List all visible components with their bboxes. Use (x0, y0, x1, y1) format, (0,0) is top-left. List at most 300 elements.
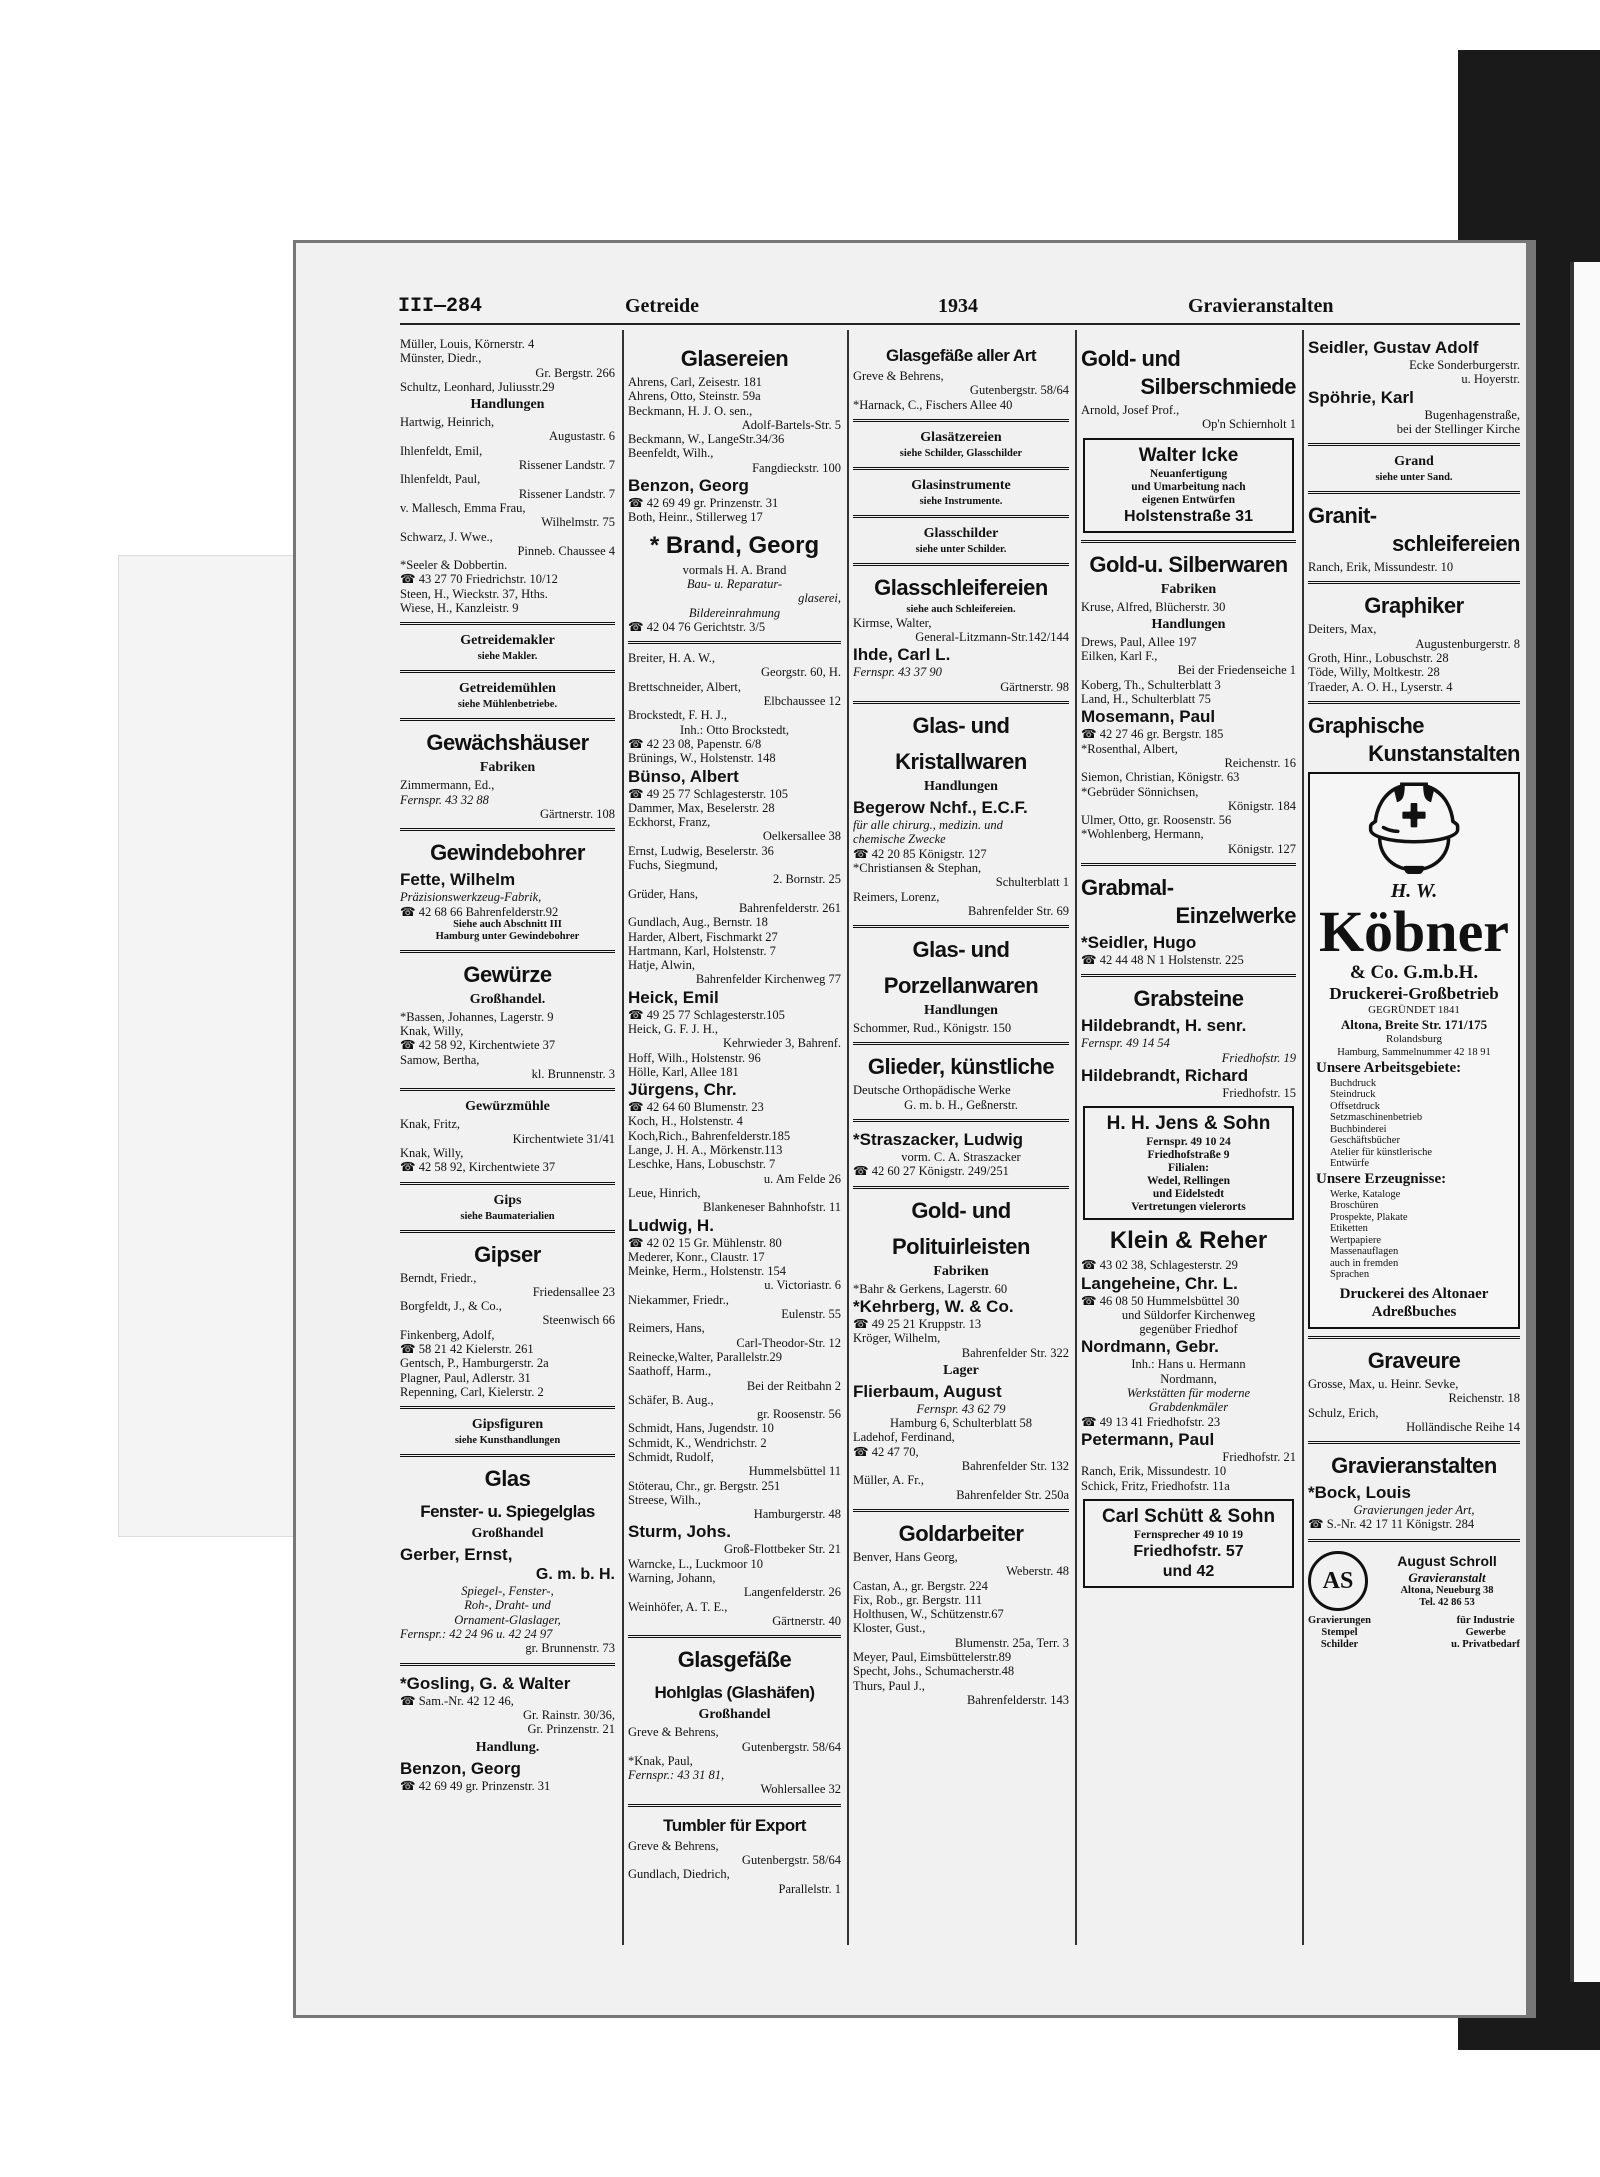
ad-list-item: Offsetdruck (1330, 1100, 1380, 1112)
directory-entry: Koch, H., Holstenstr. 4 (628, 1114, 743, 1129)
directory-entry: ☎ 49 25 77 Schlagesterstr. 105 (628, 786, 788, 801)
ad-service-item: Gravierungen (1308, 1614, 1371, 1626)
directory-entry: Siemon, Christian, Königstr. 63 (1081, 770, 1240, 785)
directory-entry: Fernspr. 43 62 79 (916, 1401, 1006, 1416)
section-divider (400, 1182, 615, 1185)
directory-entry: Inh.: Hans u. Hermann (1131, 1357, 1246, 1372)
section-divider (400, 1088, 615, 1091)
ad-list-item: Buchbinderei (1330, 1123, 1387, 1135)
directory-entry: Friedhofstr. 19 (1221, 1050, 1296, 1065)
ad-list-item: Etiketten (1330, 1223, 1368, 1235)
ad-firm-name: Köbner (1318, 898, 1510, 964)
directory-entry: Koch,Rich., Bahrenfelderstr.185 (628, 1128, 791, 1143)
directory-entry: Plagner, Paul, Adlerstr. 31 (400, 1370, 531, 1385)
directory-entry: Rissener Landstr. 7 (518, 458, 615, 473)
firm-name: *Bock, Louis (1308, 1483, 1411, 1503)
directory-entry: 2. Bornstr. 25 (772, 872, 841, 887)
directory-entry: Hoff, Wilh., Holstenstr. 96 (628, 1050, 761, 1065)
directory-entry: Bahrenfelder Str. 322 (961, 1345, 1069, 1360)
ad-service-item: u. Privatbedarf (1451, 1638, 1520, 1650)
directory-entry: Brünings, W., Holstenstr. 148 (628, 751, 776, 766)
directory-entry: Bahrenfelder Kirchenweg 77 (695, 972, 841, 987)
directory-entry: Gärtnerstr. 40 (772, 1613, 841, 1628)
section-divider (400, 718, 615, 721)
directory-entry: Hartmann, Karl, Holstenstr. 7 (628, 943, 776, 958)
directory-entry: Bahrenfelderstr. 143 (966, 1692, 1069, 1707)
subsection-heading: Gipsfiguren (471, 1417, 544, 1433)
ad-header-row (1308, 1551, 1520, 1611)
section-divider (628, 1635, 841, 1638)
directory-entry: u. Hoyerstr. (1461, 372, 1520, 387)
ad-text-line: Fernsprecher 49 10 19 (1133, 1528, 1244, 1541)
cross-reference: Siehe auch Abschnitt III (453, 918, 562, 930)
directory-entry: Kehrwieder 3, Bahrenf. (722, 1036, 841, 1051)
ad-text-line: Fernspr. 49 10 24 (1146, 1136, 1231, 1149)
section-heading: Gewürze (463, 961, 552, 987)
firm-name: Flierbaum, August (853, 1381, 1002, 1401)
section-divider (400, 1663, 615, 1666)
directory-entry: ☎ 42 64 60 Blumenstr. 23 (628, 1100, 764, 1115)
directory-entry: Hartwig, Heinrich, (400, 415, 495, 430)
ad-list-item: Prospekte, Plakate (1330, 1211, 1408, 1223)
directory-entry: ☎ Sam.-Nr. 42 12 46, (400, 1693, 514, 1708)
firm-name: *Gosling, G. & Walter (400, 1673, 571, 1693)
directory-entry: Ihlenfeldt, Emil, (400, 443, 483, 458)
directory-entry: Specht, Johs., Schumacherstr.48 (853, 1664, 1015, 1679)
directory-entry: Brockstedt, F. H. J., (628, 708, 727, 723)
directory-entry: *Bassen, Johannes, Lagerstr. 9 (400, 1009, 554, 1024)
subsection-heading: Lager (943, 1362, 979, 1378)
directory-entry: Ahrens, Otto, Steinstr. 59a (628, 389, 761, 404)
section-heading: Glasgefäße aller Art (886, 346, 1036, 365)
ad-firm-block (1374, 1553, 1520, 1609)
section-heading: Grabmal- (1081, 875, 1174, 901)
section-divider (1308, 581, 1520, 584)
directory-entry: Borgfeldt, J., & Co., (400, 1299, 502, 1314)
firm-name: *Straszacker, Ludwig (853, 1130, 1024, 1150)
subsection-heading: Handlungen (470, 397, 545, 413)
directory-entry: Weberstr. 48 (1006, 1564, 1069, 1579)
directory-entry: Reinecke,Walter, Parallelstr.29 (628, 1349, 782, 1364)
section-heading: Kristallwaren (895, 749, 1027, 775)
section-heading: Kunstanstalten (1368, 740, 1520, 766)
ad-list-item: auch in fremden (1330, 1257, 1399, 1269)
header-year: 1934 (938, 295, 978, 317)
directory-entry: Hatje, Alwin, (628, 958, 696, 973)
column-rule (847, 330, 849, 1945)
directory-entry: Leue, Hinrich, (628, 1185, 701, 1200)
directory-entry: Koberg, Th., Schulterblatt 3 (1081, 677, 1221, 692)
directory-entry: Königstr. 184 (1227, 798, 1296, 813)
directory-entry: Harder, Albert, Fischmarkt 27 (628, 929, 778, 944)
directory-entry: Brettschneider, Albert, (628, 679, 742, 694)
directory-entry: Ranch, Erik, Missundestr. 10 (1308, 560, 1454, 575)
directory-entry: u. Am Felde 26 (763, 1171, 841, 1186)
directory-entry: Roh-, Draht- und (464, 1598, 551, 1613)
directory-entry: Rissener Landstr. 7 (518, 486, 615, 501)
directory-entry: Breiter, H. A. W., (628, 651, 715, 666)
column-rule (1302, 330, 1304, 1945)
directory-entry: Friedhofstr. 15 (1222, 1085, 1296, 1100)
ad-services-left (1308, 1615, 1371, 1651)
directory-entry: kl. Brunnenstr. 3 (531, 1067, 615, 1082)
directory-entry: Georgstr. 60, H. (761, 665, 841, 680)
subsection-heading: Gewürzmühle (465, 1099, 550, 1115)
section-heading: Hohlglas (Glashäfen) (654, 1683, 815, 1703)
directory-entry: gegenüber Friedhof (1139, 1322, 1238, 1337)
cross-reference: siehe auch Schleifereien. (906, 603, 1016, 615)
directory-entry: glaserei, (798, 591, 841, 606)
directory-entry: Wiese, H., Kanzleistr. 9 (400, 601, 519, 616)
header-left-keyword: Getreide (625, 295, 700, 317)
section-divider (853, 515, 1069, 518)
directory-entry: G. m. b. H. (535, 1566, 615, 1584)
directory-entry: Gundlach, Diedrich, (628, 1867, 730, 1882)
firm-name: Fette, Wilhelm (400, 870, 516, 890)
ad-text-line: Filialen: (1168, 1162, 1209, 1175)
firm-name: Heick, Emil (628, 987, 719, 1007)
cross-reference: siehe Mühlenbetriebe. (457, 699, 558, 711)
ad-service-item: für Industrie (1456, 1614, 1515, 1626)
directory-entry: Spiegel-, Fenster-, (461, 1584, 554, 1599)
section-divider (1308, 1336, 1520, 1339)
directory-entry: Castan, A., gr. Bergstr. 224 (853, 1578, 988, 1593)
directory-entry: Kröger, Wilhelm, (853, 1331, 941, 1346)
directory-entry: Fernspr.: 42 24 96 u. 42 24 97 (400, 1627, 553, 1642)
directory-entry: Werkstätten für moderne (1126, 1386, 1251, 1401)
directory-entry: Bugenhagenstraße, (1424, 407, 1520, 422)
directory-entry: Fix, Rob., gr. Bergstr. 111 (853, 1592, 983, 1607)
ad-service-item: Stempel (1321, 1626, 1358, 1638)
directory-entry: ☎ 58 21 42 Kielerstr. 261 (400, 1341, 534, 1356)
firm-name: Petermann, Paul (1081, 1429, 1215, 1449)
advertisement-box (1083, 438, 1294, 533)
ad-firm-name: Carl Schütt & Sohn (1101, 1505, 1276, 1527)
section-divider (1308, 491, 1520, 494)
ad-services-right (1451, 1615, 1520, 1651)
directory-entry: Gr. Bergstr. 266 (535, 365, 615, 380)
directory-entry: Steen, H., Wieckstr. 37, Hths. (400, 586, 548, 601)
section-heading: Glas- und (912, 937, 1010, 963)
section-heading: Graphische (1308, 712, 1425, 738)
directory-entry: u. Victoriastr. 6 (764, 1278, 841, 1293)
section-heading: Glasschleifereien (874, 574, 1048, 600)
directory-entry: Wohlersallee 32 (760, 1782, 841, 1797)
directory-entry: Bau- u. Reparatur- (686, 576, 783, 591)
directory-entry: Drews, Paul, Allee 197 (1081, 634, 1197, 649)
directory-entry: Beckmann, W., LangeStr.34/36 (628, 432, 785, 447)
section-heading: Silberschmiede (1140, 374, 1296, 399)
directory-entry: Deiters, Max, (1308, 622, 1377, 637)
directory-entry: Lange, J. H. A., Mörkenstr.113 (628, 1143, 783, 1158)
section-divider (853, 1042, 1069, 1045)
section-heading: Goldarbeiter (898, 1520, 1024, 1546)
directory-entry: Greve & Behrens, (628, 1725, 719, 1740)
helmet-icon: ⛑ (1356, 779, 1472, 879)
directory-entry: Ecke Sonderburgerstr. (1409, 358, 1520, 372)
directory-entry: Op'n Schiernholt 1 (1202, 417, 1296, 432)
directory-entry: Müller, A. Fr., (853, 1473, 925, 1488)
firm-name: Gerber, Ernst, (400, 1545, 513, 1565)
directory-entry: *Wohlenberg, Hermann, (1081, 827, 1204, 842)
header-rule (400, 323, 1520, 325)
ad-list-item: Broschüren (1330, 1200, 1379, 1212)
page-number: III—284 (398, 295, 483, 318)
subsection-heading: Fabriken (933, 1263, 989, 1279)
directory-entry: Beckmann, H. J. O. sen., (628, 403, 753, 418)
section-divider (400, 828, 615, 831)
directory-entry: Augustastr. 6 (549, 429, 615, 444)
directory-entry: Stöterau, Chr., gr. Bergstr. 251 (628, 1478, 781, 1493)
directory-entry: *Seeler & Dobbertin. (400, 558, 508, 573)
directory-entry: Pinneb. Chaussee 4 (517, 543, 615, 558)
directory-entry: Hamburg 6, Schulterblatt 58 (889, 1416, 1033, 1431)
ad-monogram: H. W. (1390, 879, 1438, 902)
section-divider (400, 622, 615, 625)
directory-entry: Eulenstr. 55 (781, 1307, 841, 1322)
directory-entry: Grüder, Hans, (628, 886, 698, 901)
directory-entry: Leschke, Hans, Lobuschstr. 7 (628, 1157, 776, 1172)
subsection-heading: Handlung. (475, 1739, 540, 1755)
directory-entry: Gr. Prinzenstr. 21 (527, 1722, 615, 1737)
directory-entry: Schäfer, B. Aug., (628, 1392, 714, 1407)
firm-name: Ludwig, H. (628, 1215, 714, 1235)
section-heading: Glasgefäße (677, 1647, 792, 1673)
firm-name: *Seidler, Hugo (1081, 933, 1197, 953)
directory-entry: Fernspr. 43 32 88 (400, 792, 489, 807)
directory-entry: Niekammer, Friedr., (628, 1292, 729, 1307)
firm-name: Spöhrie, Karl (1308, 387, 1414, 407)
directory-entry: Ahrens, Carl, Zeisestr. 181 (628, 375, 763, 389)
section-divider (1308, 701, 1520, 704)
engraving-logo-icon: AS (1308, 1551, 1368, 1611)
directory-entry: Fernspr. 43 37 90 (853, 665, 942, 680)
directory-entry: Deutsche Orthopädische Werke (853, 1083, 1011, 1098)
firm-name: Ihde, Carl L. (853, 645, 951, 665)
directory-entry: Augustenburgerstr. 8 (1415, 636, 1520, 651)
directory-entry: Schwarz, J. Wwe., (400, 529, 493, 544)
directory-entry: vormals H. A. Brand (682, 562, 787, 577)
directory-entry: *Christiansen & Stephan, (853, 860, 982, 875)
directory-entry: ☎ 43 27 70 Friedrichstr. 10/12 (400, 572, 558, 587)
ad-list-item: Werke, Kataloge (1330, 1188, 1401, 1200)
section-heading: Gold-u. Silberwaren (1089, 551, 1288, 577)
directory-entry: G. m. b. H., Geßnerstr. (904, 1097, 1018, 1112)
schroll-advertisement (1308, 1549, 1520, 1653)
firm-display-name: * Brand, Georg (649, 531, 820, 559)
directory-entry: Greve & Behrens, (853, 369, 944, 383)
directory-entry: Beenfeldt, Wilh., (628, 446, 714, 461)
firm-name: Benzon, Georg (400, 1758, 521, 1778)
ad-service-item: Gewerbe (1465, 1626, 1506, 1638)
subsection-heading: Handlungen (924, 1003, 998, 1019)
directory-entry: bei der Stellinger Kirche (1396, 421, 1520, 436)
section-divider (400, 1230, 615, 1233)
directory-entry: Präzisionswerkzeug-Fabrik, (400, 890, 542, 905)
directory-entry: Elbchaussee 12 (763, 694, 841, 709)
directory-entry: ☎ 42 68 66 Bahrenfelderstr.92 (400, 904, 559, 919)
directory-entry: Gärtnerstr. 108 (540, 806, 615, 821)
ad-list-item: Buchdruck (1330, 1077, 1377, 1089)
directory-entry: Schick, Fritz, Friedhofstr. 11a (1081, 1478, 1230, 1493)
subsection-heading: Getreidemakler (460, 633, 555, 649)
ad-address: Altona, Breite Str. 171/175 (1340, 1016, 1488, 1032)
subsection-heading: Großhandel. (469, 991, 546, 1007)
directory-entry: für alle chirurg., medizin. und (853, 818, 1003, 833)
directory-entry: Meyer, Paul, Eimsbüttelerstr.89 (853, 1649, 1012, 1664)
section-heading: Gewindebohrer (430, 840, 585, 866)
directory-entry: gr. Brunnenstr. 73 (525, 1641, 615, 1656)
subsection-heading: Grand (1394, 454, 1434, 470)
directory-entry: Schulz, Erich, (1308, 1405, 1379, 1420)
directory-entry: Kirchentwiete 31/41 (512, 1131, 615, 1146)
directory-entry: Bei der Reitbahn 2 (746, 1378, 841, 1393)
ad-firm-kind: Gravieranstalt (1408, 1569, 1486, 1585)
section-heading: Granit- (1308, 503, 1377, 529)
firm-name: Langeheine, Chr. L. (1081, 1273, 1238, 1293)
section-divider (400, 670, 615, 673)
directory-entry: Steenwisch 66 (542, 1313, 615, 1328)
header-right-keyword: Gravieranstalten (1188, 295, 1334, 317)
section-divider (853, 1509, 1069, 1512)
directory-entry: ☎ 46 08 50 Hummelsbüttel 30 (1081, 1293, 1240, 1308)
directory-entry: Weinhöfer, A. T. E., (628, 1599, 728, 1614)
section-divider (628, 1804, 841, 1807)
directory-entry: Berndt, Friedr., (400, 1270, 477, 1285)
directory-entry: Schmidt, K., Wendrichstr. 2 (628, 1435, 767, 1450)
section-heading: Porzellanwaren (883, 973, 1039, 999)
directory-entry: Reimers, Lorenz, (853, 889, 940, 904)
directory-entry: Fangdieckstr. 100 (752, 460, 841, 475)
subsection-heading: Glasätzereien (920, 429, 1002, 445)
directory-entry: Bei der Friedenseiche 1 (1177, 663, 1296, 678)
directory-entry: *Bahr & Gerkens, Lagerstr. 60 (853, 1281, 1008, 1296)
directory-entry: Kloster, Gust., (853, 1621, 926, 1636)
section-divider (853, 563, 1069, 566)
subsection-heading: Großhandel (471, 1526, 544, 1542)
ad-footer: Druckerei des Altonaer Adreßbuches (1339, 1285, 1489, 1320)
directory-entry: Arnold, Josef Prof., (1081, 403, 1180, 417)
cross-reference: siehe Schilder, Glasschilder (899, 447, 1023, 459)
directory-entry: Adolf-Bartels-Str. 5 (741, 417, 841, 432)
directory-entry: Bahrenfelderstr. 261 (738, 900, 841, 915)
section-heading: Grabsteine (1133, 986, 1244, 1012)
directory-entry: Ladehof, Ferdinand, (853, 1430, 955, 1445)
ad-address: Friedhofstr. 57 (1133, 1542, 1244, 1560)
directory-entry: Blumenstr. 25a, Terr. 3 (954, 1635, 1069, 1650)
cross-reference: siehe Kunsthandlungen (454, 1435, 561, 1447)
directory-entry: Kruse, Alfred, Blücherstr. 30 (1081, 599, 1226, 614)
subsection-heading: Gips (493, 1192, 522, 1208)
directory-entry: Fernspr.: 43 31 81, (628, 1768, 725, 1783)
directory-entry: Blankeneser Bahnhofstr. 11 (702, 1200, 841, 1215)
section-heading: Gewächshäuser (426, 730, 589, 756)
ad-list-heading: Unsere Arbeitsgebiete: (1316, 1059, 1462, 1076)
directory-entry: Benver, Hans Georg, (853, 1549, 958, 1564)
firm-name: Benzon, Georg (628, 476, 749, 496)
directory-entry: ☎ 42 58 92, Kirchentwiete 37 (400, 1160, 556, 1175)
ad-list-heading: Unsere Erzeugnisse: (1316, 1170, 1447, 1187)
directory-entry: *Rosenthal, Albert, (1081, 741, 1178, 756)
directory-entry: Hamburgerstr. 48 (753, 1507, 841, 1522)
directory-entry: ☎ 49 25 77 Schlagesterstr.105 (628, 1007, 785, 1022)
directory-entry: ☎ 42 60 27 Königstr. 249/251 (853, 1164, 1009, 1179)
cross-reference: Hamburg unter Gewindebohrer (435, 930, 580, 942)
ad-list-item: Wertpapiere (1330, 1234, 1382, 1246)
directory-entry: *Gebrüder Sönnichsen, (1081, 784, 1199, 799)
subsection-heading: Großhandel (698, 1707, 771, 1723)
directory-entry: vorm. C. A. Straszacker (901, 1150, 1021, 1165)
ad-firm-name: H. H. Jens & Sohn (1106, 1113, 1271, 1135)
subsection-heading: Glasschilder (923, 525, 999, 541)
firm-name: Begerow Nchf., E.C.F. (853, 798, 1028, 818)
directory-entry: Warning, Johann, (628, 1571, 716, 1586)
directory-entry: Münster, Diedr., (400, 351, 482, 366)
directory-entry: Eilken, Karl F., (1081, 649, 1158, 664)
directory-entry: Reimers, Hans, (628, 1321, 705, 1336)
section-divider (853, 1119, 1069, 1122)
directory-entry: Langenfelderstr. 26 (743, 1585, 841, 1600)
directory-entry: Schultz, Leonhard, Juliusstr.29 (400, 379, 555, 394)
directory-entry: Schommer, Rud., Königstr. 150 (853, 1021, 1012, 1036)
ad-service-item: Schilder (1320, 1638, 1359, 1650)
directory-entry: Holländische Reihe 14 (1406, 1419, 1520, 1434)
directory-entry: ☎ 42 20 85 Königstr. 127 (853, 846, 987, 861)
section-divider (853, 925, 1069, 928)
firm-name: Jürgens, Chr. (628, 1080, 737, 1100)
cross-reference: siehe Makler. (477, 651, 538, 663)
section-heading: Glieder, künstliche (867, 1054, 1055, 1080)
ad-text-line: eigenen Entwürfen (1142, 493, 1235, 506)
directory-entry: Königstr. 127 (1227, 841, 1296, 856)
directory-entry: ☎ 42 27 46 gr. Bergstr. 185 (1081, 727, 1224, 742)
directory-entry: Land, H., Schulterblatt 75 (1081, 692, 1211, 707)
directory-entry: *Knak, Paul, (628, 1753, 693, 1768)
directory-entry: ☎ 42 02 15 Gr. Mühlenstr. 80 (628, 1235, 782, 1250)
section-heading: Gold- und (1081, 346, 1181, 371)
directory-entry: ☎ 43 02 38, Schlagesterstr. 29 (1081, 1258, 1238, 1273)
section-divider (400, 1406, 615, 1409)
directory-entry: Friedensallee 23 (532, 1284, 615, 1299)
directory-entry: Schulterblatt 1 (995, 875, 1069, 890)
section-heading: Gipser (474, 1241, 541, 1267)
directory-entry: Gentsch, P., Hamburgerstr. 2a (400, 1356, 549, 1371)
directory-entry: Carl-Theodor-Str. 12 (736, 1335, 841, 1350)
directory-entry: Oelkersallee 38 (762, 829, 841, 844)
column-2 (628, 337, 841, 1942)
ad-firm-suffix: & Co. G.m.b.H. (1349, 961, 1479, 983)
section-heading: Polituirleisten (892, 1233, 1030, 1259)
directory-entry: Parallelstr. 1 (778, 1881, 841, 1896)
directory-entry: Grosse, Max, u. Heinr. Sevke, (1308, 1376, 1459, 1391)
directory-entry: Holthusen, W., Schützenstr.67 (853, 1607, 1004, 1622)
directory-entry: Gundlach, Aug., Bernstr. 18 (628, 915, 768, 930)
firm-name: Hildebrandt, H. senr. (1081, 1016, 1247, 1036)
column-rule (1075, 330, 1077, 1945)
ad-text-line: Neuanfertigung (1149, 467, 1228, 480)
directory-entry: Ornament-Glaslager, (454, 1612, 561, 1627)
directory-entry: Nordmann, (1160, 1371, 1217, 1386)
ad-list-item: Atelier für künstlerische (1330, 1146, 1433, 1158)
directory-entry: chemische Zwecke (853, 832, 946, 847)
ad-list-item: Entwürfe (1330, 1158, 1370, 1170)
column-1 (400, 337, 615, 1942)
directory-entry: und Süldorfer Kirchenweg (1121, 1307, 1256, 1322)
directory-entry: Gutenbergstr. 58/64 (741, 1853, 841, 1868)
directory-entry: Hummelsbüttel 11 (748, 1464, 841, 1479)
directory-entry: Töde, Willy, Moltkestr. 28 (1308, 665, 1440, 680)
column-3 (853, 337, 1069, 1942)
